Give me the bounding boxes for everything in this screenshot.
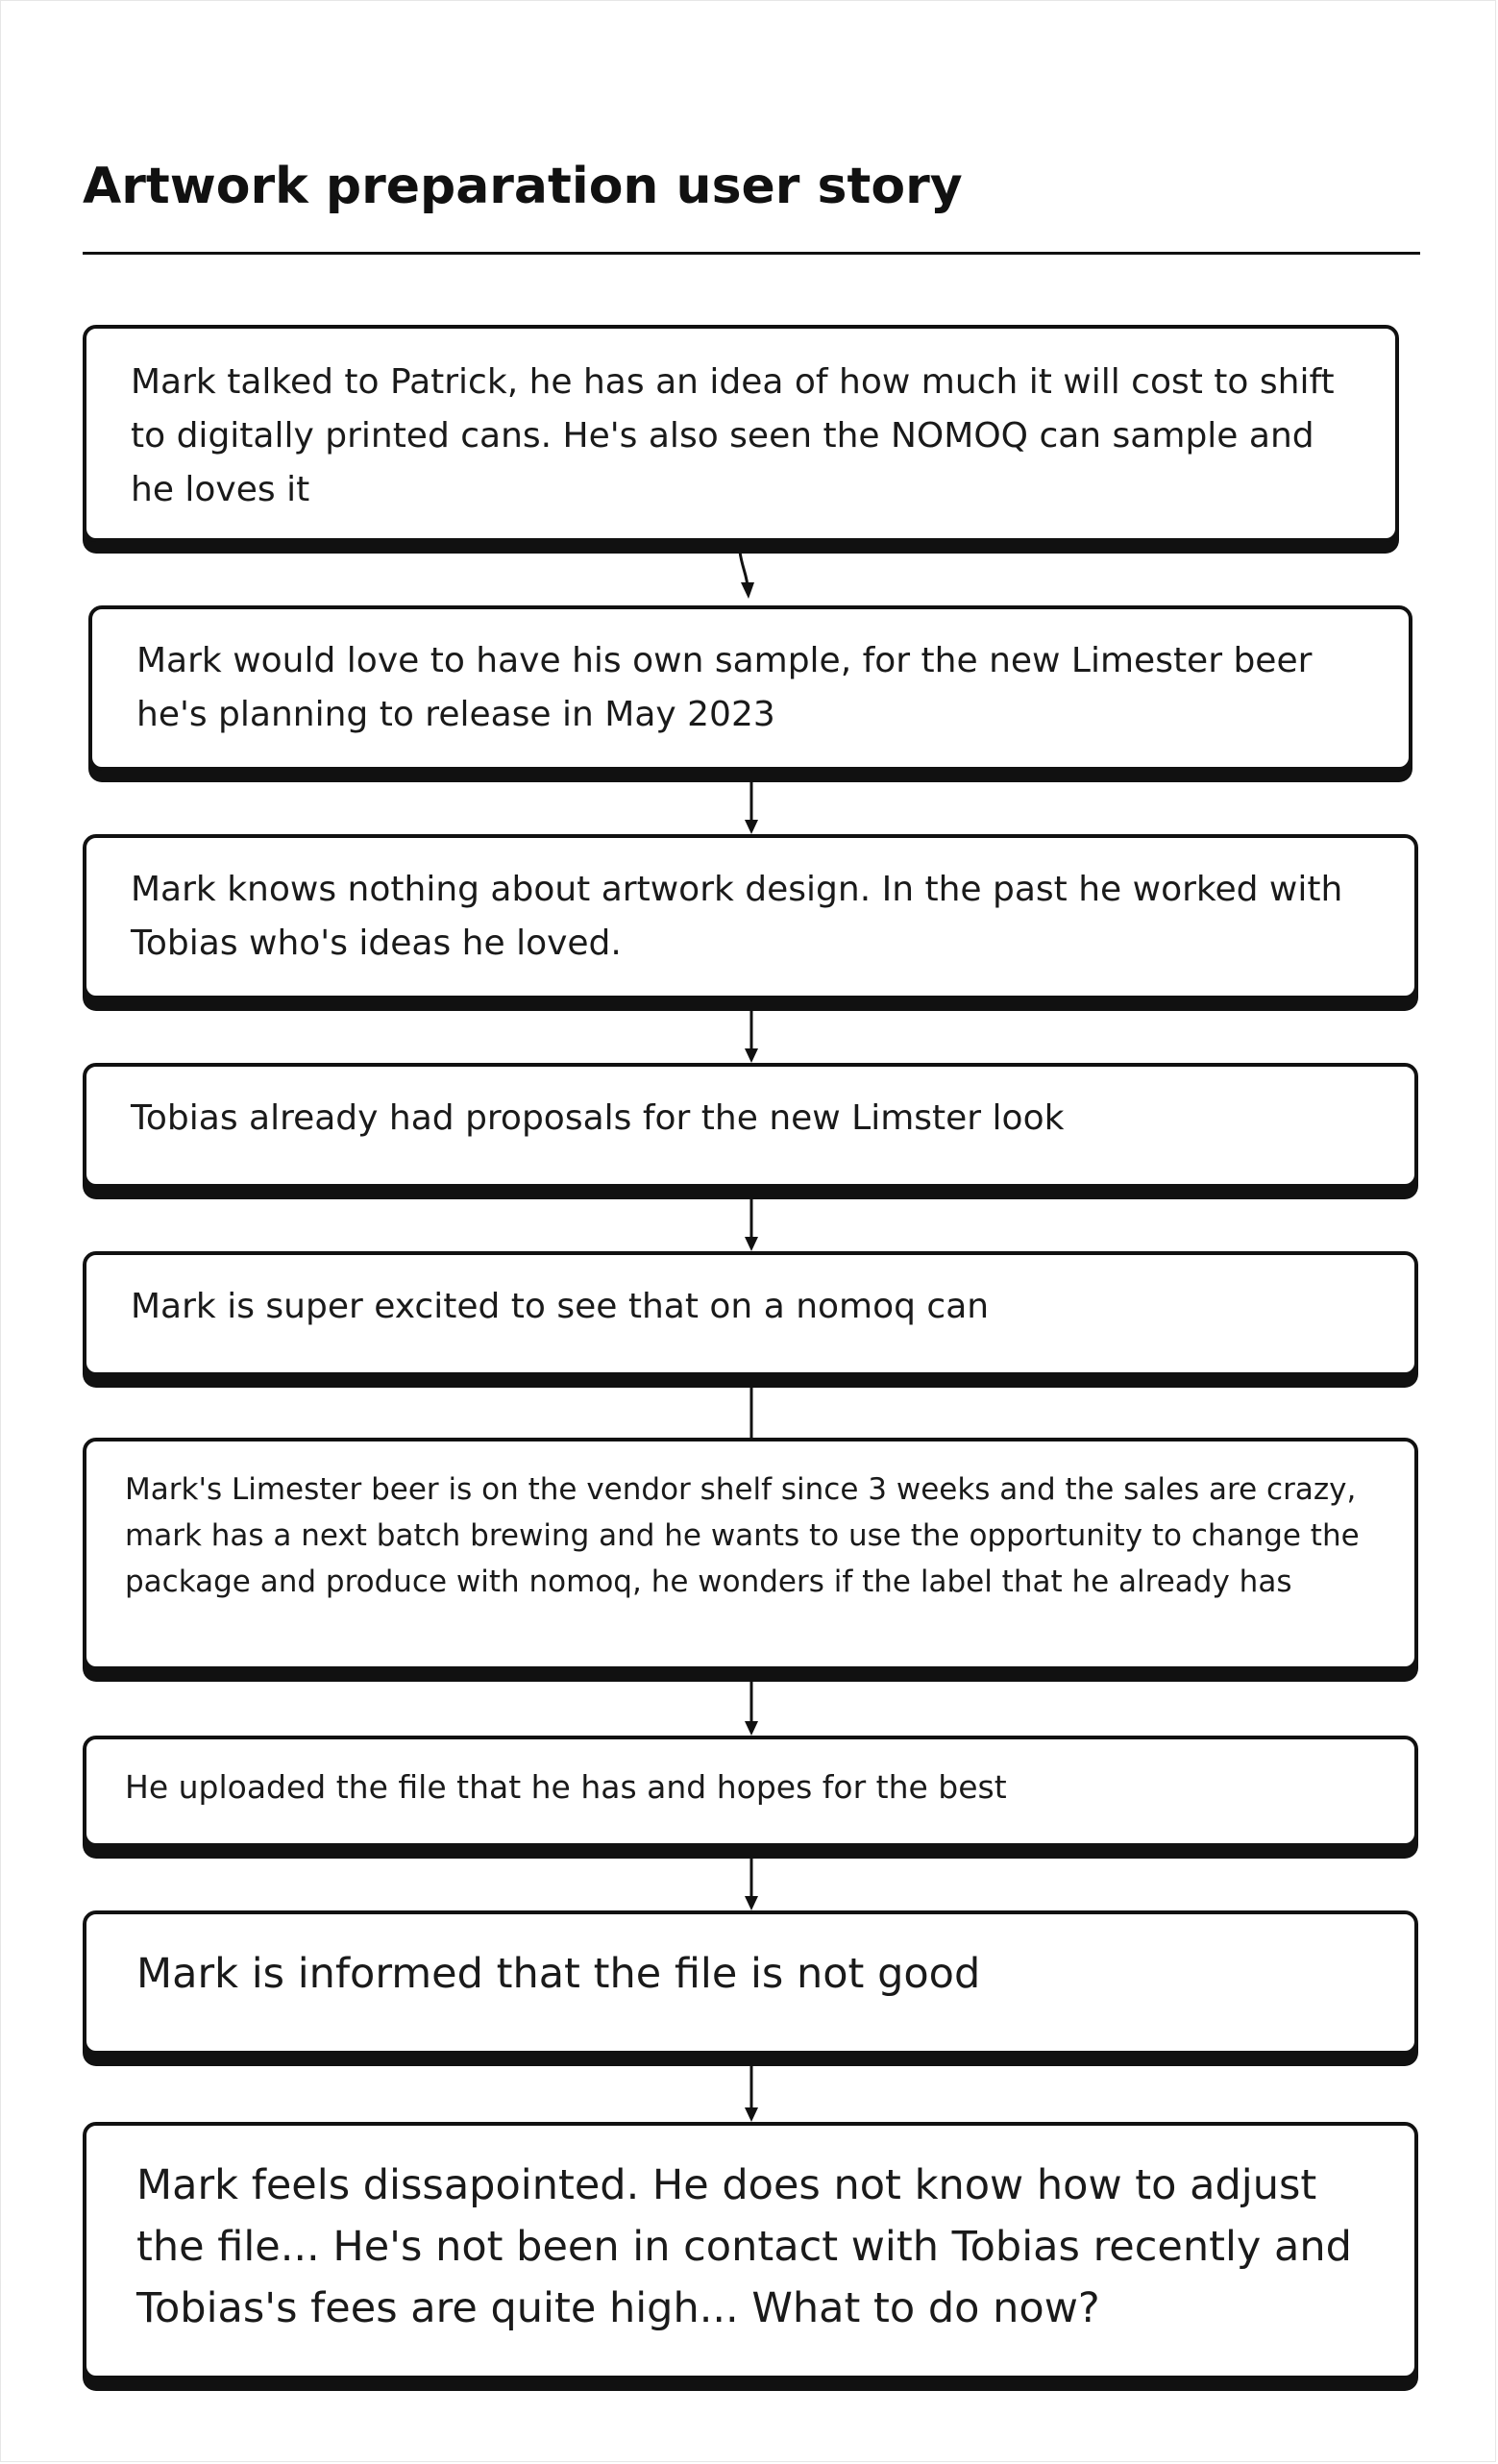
story-card-8 <box>83 1910 1418 2055</box>
story-text-8: Mark is informed that the file is not good <box>136 1950 981 1998</box>
story-card-5 <box>83 1251 1418 1376</box>
story-card-4 <box>83 1063 1418 1188</box>
story-text-1: Mark talked to Patrick, he has an idea of how much it will cost to shift to digitally printed cans. He's also seen the NOMOQ can sample and he loves it <box>131 362 1335 509</box>
story-text-2: Mark would love to have his own sample, for the new Limester beer he's planning to release in May 2023 <box>136 641 1313 734</box>
story-text-4: Tobias already had proposals for the new Limster look <box>131 1098 1065 1138</box>
story-text-9: Mark feels dissapointed. He does not know how to adjust the file... He's not been in contact with Tobias recently and Tobias's fees are quite high... What to do now? <box>136 2161 1352 2332</box>
page-title: Artwork preparation user story <box>83 158 963 215</box>
story-text-6: Mark's Limester beer is on the vendor shelf since 3 weeks and the sales are crazy, mark has a next batch brewing and he wants to use the opportunity to change the package and produce with nomoq, he wonders if the label that he already has <box>125 1472 1360 1599</box>
story-card-1 <box>83 325 1399 542</box>
story-card-3 <box>83 834 1418 999</box>
story-card-6 <box>83 1438 1418 1670</box>
story-card-9 <box>83 2122 1418 2379</box>
story-text-3: Mark knows nothing about artwork design. In the past he worked with Tobias who's ideas he loved. <box>131 870 1343 963</box>
story-text-5: Mark is super excited to see that on a nomoq can <box>131 1287 990 1326</box>
story-text-7: He uploaded the file that he has and hopes for the best <box>125 1768 1007 1806</box>
story-card-2 <box>88 605 1412 771</box>
title-divider <box>83 252 1420 255</box>
story-card-7 <box>83 1736 1418 1847</box>
